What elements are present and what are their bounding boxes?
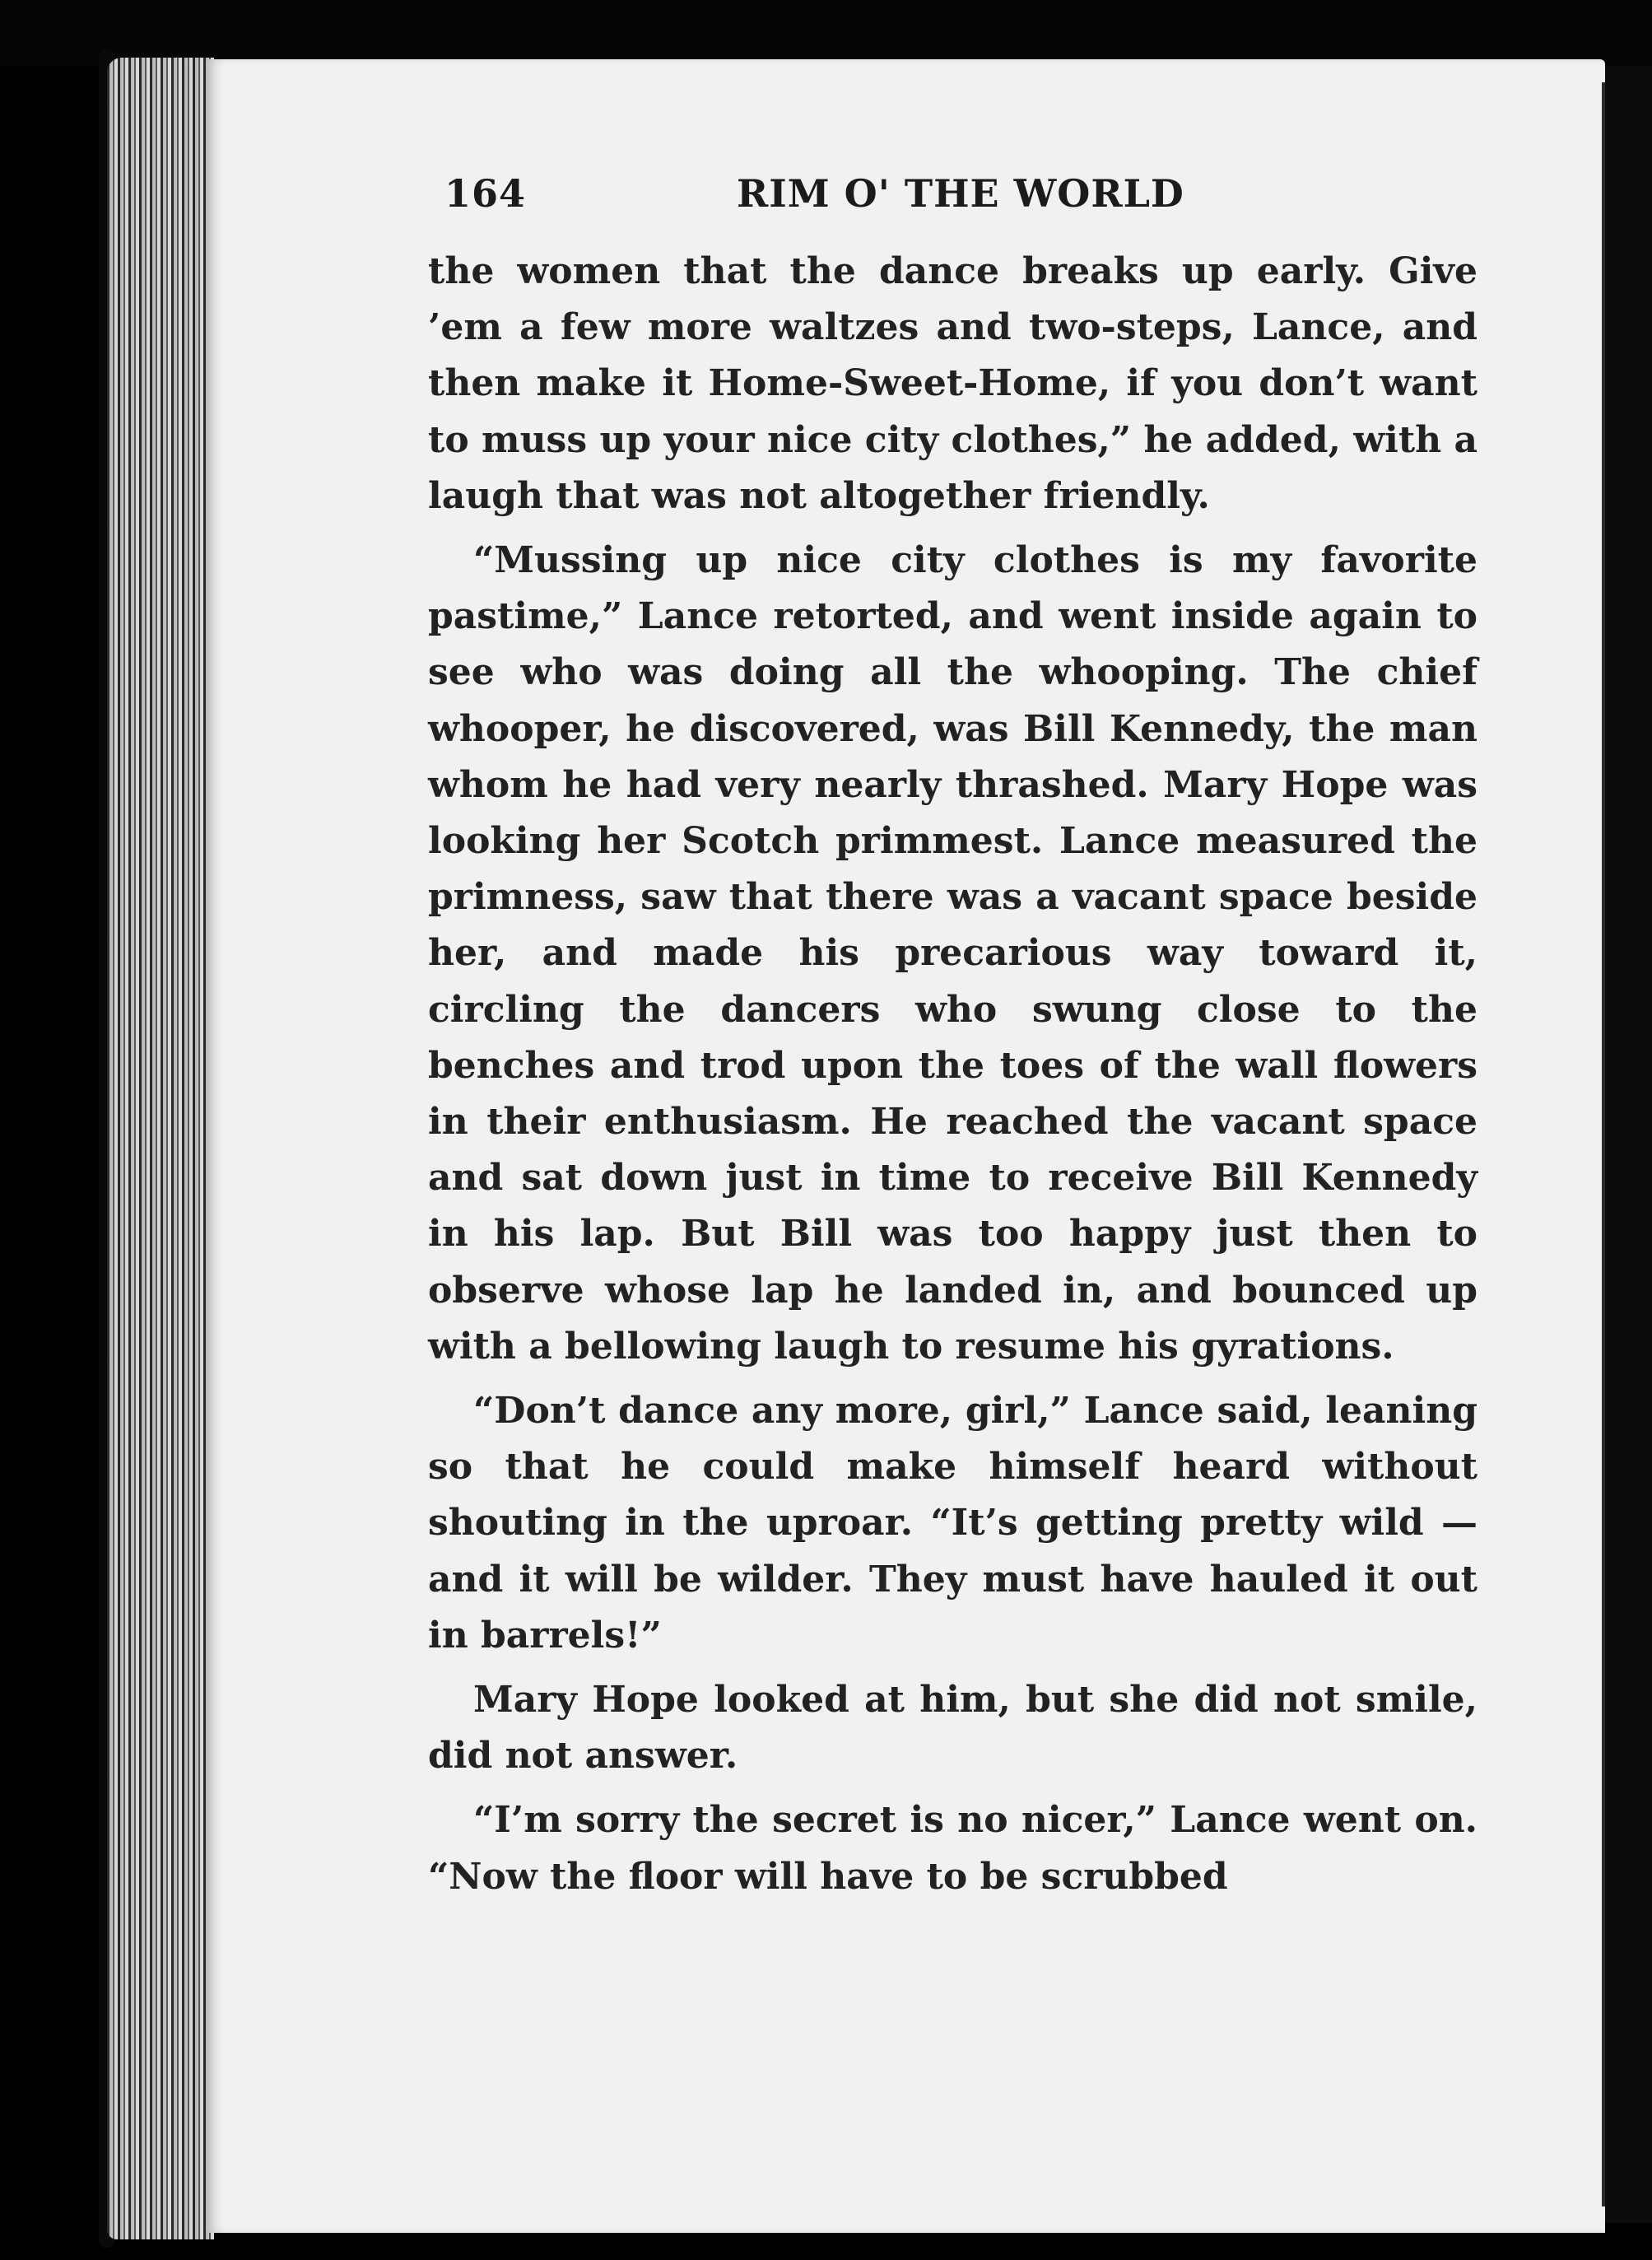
running-title: RIM O' THE WORLD <box>737 171 1184 216</box>
stacked-page-edges <box>107 58 214 2239</box>
paragraph: Mary Hope looked at him, but she did not smile, did not answer. <box>428 1679 1477 1778</box>
running-header <box>444 171 1490 221</box>
scan-right-border <box>1605 66 1652 2223</box>
body-text <box>428 244 1477 1913</box>
paragraph: “Mussing up nice city clothes is my favorite pastime,” Lance retorted, and went inside again to see who was doing all the whooping. The chief whooper, he discovered, was Bill Kennedy, the man whom he had very nearly thrashed. Mary Hope was looking her Scotch primmest. Lance measured the primness, saw that there was a vacant space beside her, and made his precarious way toward it, circling the dancers who swung close to the benches and trod upon the toes of the wall flowers in their enthusiasm. He reached the vacant space and sat down just in time to receive Bill Kennedy in his lap. But Bill was too happy just then to observe whose lap he landed in, and bounced up with a bellowing laugh to resume his gyrations. <box>428 539 1477 1368</box>
paragraph: “Don’t dance any more, girl,” Lance said, leaning so that he could make himself heard without shouting in the uproar. “It’s getting pretty wild — and it will be wilder. They must have hauled it out in barrels!” <box>428 1390 1477 1657</box>
paragraph: the women that the dance breaks up early. Give ’em a few more waltzes and two-steps, Lance, and then make it Home-Sweet-Home, if you don’t want to muss up your nice city clothes,” he added, with a laugh that was not altogether friendly. <box>428 250 1477 517</box>
scan-top-border <box>0 0 1652 66</box>
page-number: 164 <box>444 171 527 216</box>
paragraph: “I’m sorry the secret is no nicer,” Lance went on. “Now the floor will have to be scrubbed <box>428 1799 1477 1898</box>
